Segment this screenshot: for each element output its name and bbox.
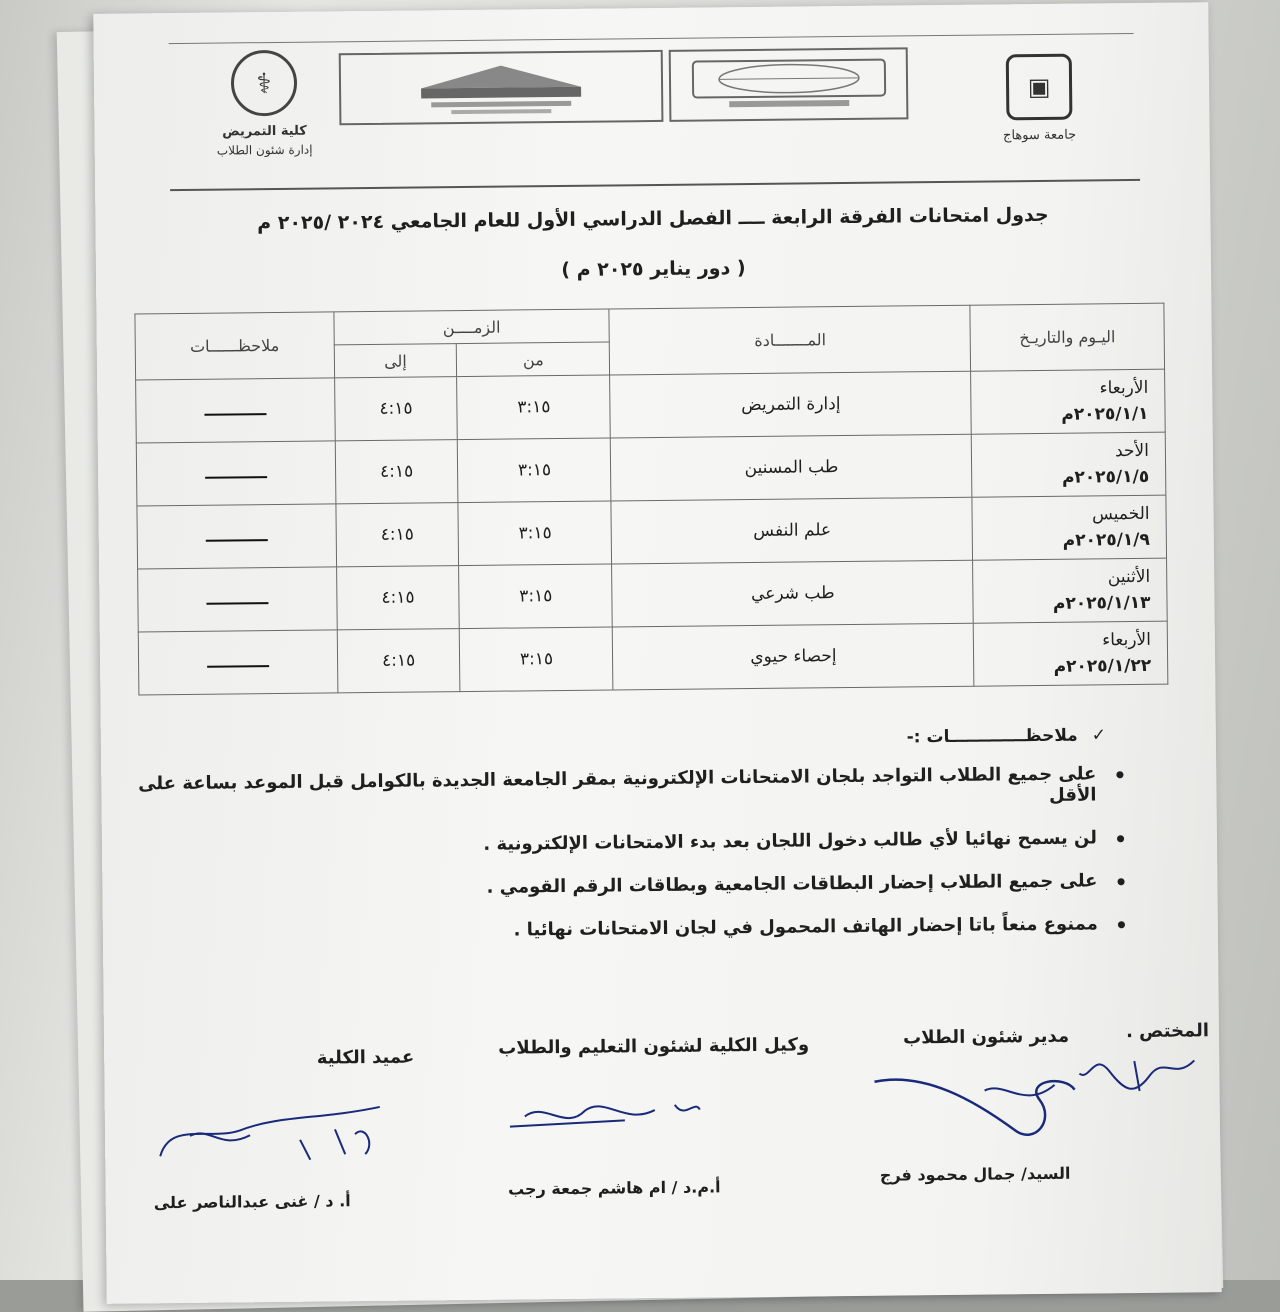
table-row <box>138 558 1168 632</box>
exam-date: ٢٠٢٥/١/٢٢م <box>1053 655 1152 677</box>
header-from: من <box>457 342 610 377</box>
subject-cell: طب شرعي <box>612 560 974 627</box>
notes-list <box>126 763 1128 966</box>
empty-dash <box>206 602 268 605</box>
department-name: إدارة شئون الطلاب <box>216 142 313 158</box>
caduceus-icon: ⚕ <box>231 50 298 117</box>
exam-date: ٢٠٢٥/١/١٣م <box>1052 592 1151 614</box>
time-from-cell: ٣:١٥ <box>458 438 612 503</box>
notes-cell <box>137 504 336 569</box>
table-row <box>138 621 1168 695</box>
aja-certification-logo <box>669 47 909 121</box>
exam-schedule-document <box>93 2 1221 1304</box>
list-item: • على جميع الطلاب إحضار البطاقات الجامعية وبطاقات الرقم القومي . <box>127 870 1127 901</box>
day-name: الأحد <box>1114 440 1150 462</box>
notes-cell <box>136 378 335 443</box>
vice-dean-label: وكيل الكلية لشئون التعليم والطلاب <box>498 1034 810 1059</box>
header-subject: المـــــــادة <box>609 305 971 375</box>
time-from-cell: ٣:١٥ <box>457 375 611 440</box>
day-name: الخميس <box>1091 503 1150 525</box>
vice-dean-name: أ.م.د / ام هاشم جمعة رجب <box>507 1177 721 1199</box>
accreditation-logo <box>339 50 664 125</box>
time-to-cell: ٤:١٥ <box>337 629 460 693</box>
day-date-cell <box>974 621 1168 686</box>
header-time: الزمــــن <box>334 309 610 345</box>
schedule-subtitle: ( دور يناير ٢٠٢٥ م ) <box>561 257 746 281</box>
faculty-name: كلية التمريض <box>222 123 307 140</box>
header-to: إلى <box>334 344 457 378</box>
manager-label: مدير شئون الطلاب <box>902 1025 1070 1049</box>
globe-logo-icon <box>688 56 889 114</box>
empty-dash <box>207 665 269 668</box>
notes-cell <box>138 567 337 632</box>
subject-cell: طب المسنين <box>611 434 973 501</box>
time-from-cell: ٣:١٥ <box>459 564 613 629</box>
empty-dash <box>205 476 267 479</box>
day-name: الأربعاء <box>1099 377 1149 399</box>
university-seal-icon: ▣ <box>1006 54 1073 121</box>
table-row <box>136 369 1166 443</box>
specialist-label: المختص . <box>1125 1020 1210 1043</box>
dean-label: عميد الكلية <box>316 1046 415 1069</box>
day-name: الأربعاء <box>1102 629 1151 651</box>
vice-dean-signature <box>505 1090 706 1142</box>
header-top-rule <box>169 33 1134 44</box>
time-to-cell: ٤:١٥ <box>335 440 458 504</box>
day-date-cell <box>972 495 1166 560</box>
time-from-cell: ٣:١٥ <box>458 501 612 566</box>
checkmark-icon: ✓ <box>1091 725 1106 746</box>
manager-signature <box>864 1059 1095 1151</box>
time-from-cell: ٣:١٥ <box>460 627 614 692</box>
faculty-logo-block <box>189 49 340 158</box>
day-date-cell <box>973 558 1167 623</box>
exam-date: ٢٠٢٥/١/١م <box>1061 403 1149 425</box>
table-row <box>136 432 1166 506</box>
list-item: • على جميع الطلاب التواجد بلجان الامتحانات الإلكترونية بمقر الجامعة الجديدة بالكوامل قبل الموعد بساعة على الأقل <box>126 763 1126 815</box>
day-name: الأثنين <box>1107 566 1151 588</box>
dean-signature <box>150 1099 391 1172</box>
day-date-cell <box>971 369 1165 434</box>
subject-cell: إدارة التمريض <box>610 371 972 438</box>
exam-table <box>134 303 1168 696</box>
list-item: • لن يسمح نهائيا لأي طالب دخول اللجان بعد بدء الامتحانات الإلكترونية . <box>127 827 1127 858</box>
subject-cell: علم النفس <box>611 497 973 564</box>
header-notes: ملاحظــــــات <box>135 312 334 380</box>
exam-date: ٢٠٢٥/١/٥م <box>1061 466 1150 488</box>
accreditation-emblem-icon <box>381 56 622 119</box>
schedule-title: جدول امتحانات الفرقة الرابعة ــــ الفصل الدراسي الأول للعام الجامعي ٢٠٢٤ /٢٠٢٥ م <box>257 203 1049 235</box>
notes-cell <box>138 630 337 695</box>
header-bottom-rule <box>170 179 1140 191</box>
time-to-cell: ٤:١٥ <box>334 377 457 441</box>
subject-cell: إحصاء حيوي <box>613 623 975 690</box>
empty-dash <box>206 539 268 542</box>
empty-dash <box>204 413 266 416</box>
time-to-cell: ٤:١٥ <box>336 566 459 630</box>
table-row <box>137 495 1167 569</box>
time-to-cell: ٤:١٥ <box>336 503 459 567</box>
notes-heading-text: ملاحظـــــــــــــات :- <box>906 725 1078 748</box>
manager-name: السيد/ جمال محمود فرج <box>879 1163 1071 1185</box>
university-name: جامعة سوهاج <box>1002 127 1077 144</box>
notes-heading <box>907 725 1106 747</box>
university-logo-block <box>974 53 1105 143</box>
day-date-cell <box>972 432 1166 497</box>
list-item: • ممنوع منعاً باتا إحضار الهاتف المحمول في لجان الامتحانات نهائيا . <box>128 913 1128 944</box>
exam-date: ٢٠٢٥/١/٩م <box>1062 529 1150 551</box>
dean-name: أ. د / غنى عبدالناصر على <box>153 1191 351 1213</box>
notes-cell <box>136 441 335 506</box>
header-day-date: اليـوم والتاريـخ <box>970 303 1164 371</box>
